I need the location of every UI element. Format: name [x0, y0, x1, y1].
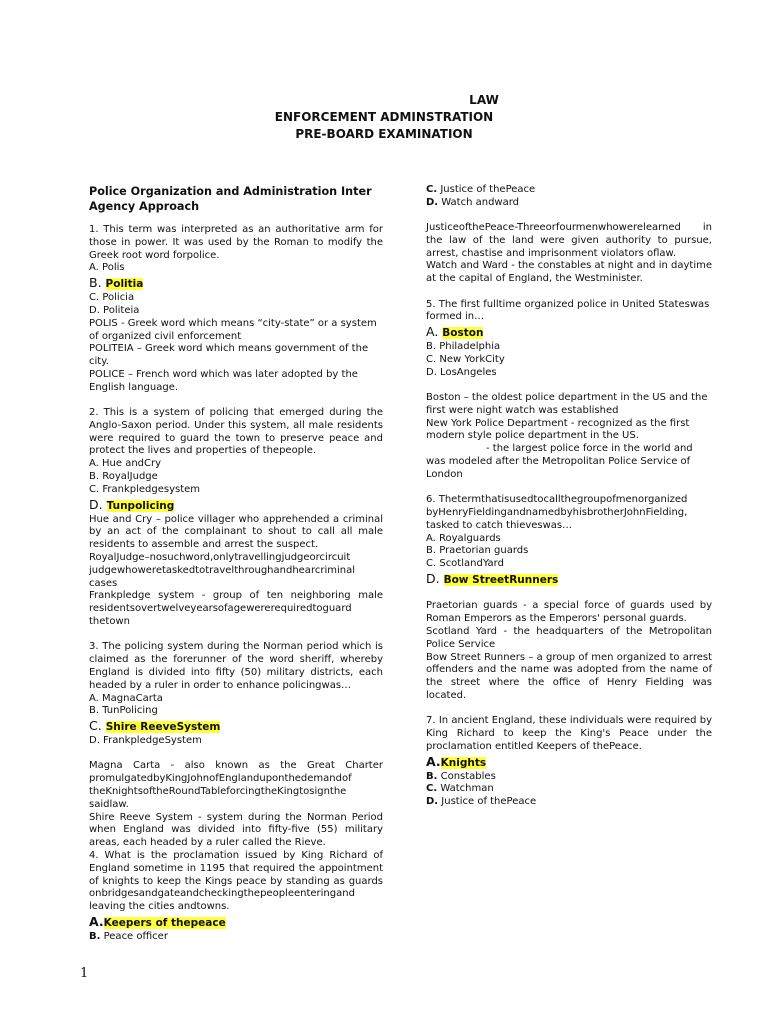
explanation: JusticeofthePeace-Threeorfourmenwhowerelearned in the law of the land were given authority to pursue, arrest, chastise and imprisonment violators oflaw. [426, 222, 712, 259]
question-7 [426, 715, 712, 809]
section-title: Police Organization and Administration Inter Agency Approach [89, 185, 372, 213]
question-stem: 3. The policing system during the Norman period which is claimed as the forerunner of the word sheriff, whereby England is divided into fifty (50) military districts, each headed by a ruler in order to enhance policingwas… [89, 641, 383, 691]
explanation-text: - the largest police force in the world and was modeled after the Metropolitan Police Service of London [426, 443, 693, 480]
option-b [426, 771, 712, 784]
answer-option-a [426, 754, 712, 771]
option-b: B. Philadelphia [426, 341, 501, 353]
option-c: C. ScotlandYard [426, 558, 504, 570]
option-d [426, 796, 712, 809]
option-c: C. Policia [89, 292, 135, 304]
question-stem: 7. In ancient England, these individuals were required by King Richard to keep the King's Peace under the proclamation entitled Keepers of thePeace. [426, 715, 712, 752]
option-letter: A. [426, 753, 441, 769]
explanation: Watch and Ward - the constables at night and in daytime at the capital of England, the Westminister. [426, 260, 712, 285]
answer-highlight: Knights [440, 756, 487, 769]
explanation: POLIS - Greek word which means “city-state” or a system of organized civil enforcement [89, 317, 377, 342]
explanation: Scotland Yard - the headquarters of the Metropolitan Police Service [426, 626, 712, 650]
explanation: Shire Reeve System - system during the Norman Period when England was divided into fifty-five (55) military areas, each headed by a ruler called the Rieve. [89, 811, 383, 849]
option-text: Justice of thePeace [441, 796, 537, 808]
option-letter: B. [426, 770, 438, 782]
header-line-3: PRE-BOARD EXAMINATION [295, 127, 473, 141]
explanation: POLITEIA – Greek word which means government of the city. [89, 343, 369, 368]
answer-highlight: Tunpolicing [106, 499, 175, 512]
exam-header [0, 92, 768, 143]
option-d: D. LosAngeles [426, 366, 497, 378]
question-stem: 2. This is a system of policing that emerged during the Anglo-Saxon period. Under this system, all male residents were required to guard the town to preserve peace and protect the lives and properties of thepeople. [89, 407, 383, 457]
option-text: Justice of thePeace [440, 184, 536, 195]
option-text: Constables [440, 770, 496, 782]
answer-highlight: Keepers of thepeace [103, 916, 226, 929]
option-letter: A. [426, 324, 439, 340]
option-c [426, 184, 712, 197]
answer-highlight: Politia [105, 278, 144, 291]
option-letter: D. [426, 796, 439, 808]
answer-option-a [426, 324, 712, 341]
option-letter: D. [89, 496, 103, 512]
option-b [89, 931, 383, 944]
explanation: Hue and Cry – police villager who apprehended a criminal by an act of the complainant to shout to call all male residents to assemble and arrest the suspect. [89, 513, 383, 551]
option-a: A. Hue andCry [89, 458, 162, 470]
question-stem: 5. The first fulltime organized police in United Stateswas formed in… [426, 298, 710, 323]
explanation: Bow Street Runners – a group of men organized to arrest offenders and the name was adopted from the name of the street where the office of Henry Fielding was located. [426, 651, 712, 701]
question-stem: 1. This term was interpreted as an authoritative arm for those in power. It was used by the Roman to modify the Greek root word forpolice. [89, 224, 383, 261]
option-text: Peace officer [103, 930, 168, 942]
option-a: A. Royalguards [426, 532, 501, 544]
option-letter: C. [426, 783, 438, 795]
option-c: C. Frankpledgesystem [89, 483, 201, 495]
question-3 [89, 641, 383, 850]
option-b: B. Praetorian guards [426, 545, 529, 557]
header-line-2: ENFORCEMENT ADMINSTRATION [274, 110, 494, 124]
answer-option-d [89, 497, 383, 514]
question-stem: 4. What is the proclamation issued by King Richard of England sometime in 1195 that required the appointment of knights to keep the Kings peace by standing as guards onbridgesandgateandcheckingthepeopleenteringand leaving the cities andtowns. [89, 849, 383, 913]
question-2 [89, 407, 383, 629]
answer-option-c [89, 718, 383, 735]
left-column [89, 184, 383, 944]
option-a: A. MagnaCarta [89, 692, 163, 704]
option-b: B. TunPolicing [89, 705, 158, 717]
option-d [426, 197, 712, 210]
option-letter: D. [426, 570, 440, 586]
answer-option-a [89, 914, 383, 931]
option-letter: B. [89, 930, 101, 942]
answer-highlight: Shire ReeveSystem [105, 721, 221, 734]
question-stem: 6. Thetermthatisusedtocallthegroupofmenorganized byHenryFieldingandnamedbyhisbrotherJohnFielding, tasked to catch thieveswas… [426, 494, 688, 531]
option-a: A. Polis [89, 262, 125, 274]
explanation: POLICE – French word which was later adopted by the English language. [89, 368, 358, 393]
question-4-continued [426, 184, 712, 286]
option-b: B. RoyalJudge [89, 471, 158, 483]
question-6 [426, 494, 712, 703]
answer-option-b [89, 275, 383, 292]
explanation: RoyalJudge–nosuchword,onlytravellingjudgeorcircuit judgewhoweretaskedtotravelthroughandhearcriminal cases [89, 552, 355, 589]
option-letter: C. [426, 184, 438, 195]
option-letter: C. [89, 718, 102, 734]
option-letter: B. [89, 275, 102, 291]
question-1 [89, 224, 383, 395]
option-text: Watch andward [441, 196, 520, 208]
answer-option-d [426, 571, 712, 588]
explanation: Magna Carta - also known as the Great Charter promulgatedbyKingJohnofEnglanduponthedemandof theKnightsoftheRoundTableforcingtheKingtosignthe saidlaw. [89, 760, 383, 810]
explanation [426, 443, 712, 481]
explanation: Praetorian guards - a special force of guards used by Roman Emperors as the Emperors' personal guards. [426, 600, 712, 625]
answer-highlight: Bow StreetRunners [443, 573, 559, 586]
option-text: Watchman [440, 783, 494, 795]
option-c: C. New YorkCity [426, 353, 505, 365]
answer-highlight: Boston [442, 327, 484, 340]
option-letter: A. [89, 913, 104, 929]
option-letter: D. [426, 196, 439, 208]
option-c [426, 783, 712, 796]
option-d: D. Politeia [89, 304, 140, 316]
right-column [426, 184, 712, 809]
page-number: 1 [80, 966, 89, 981]
question-5 [426, 299, 712, 482]
explanation: Boston – the oldest police department in the US and the first were night watch was established [426, 392, 708, 416]
header-line-1: LAW [469, 93, 499, 107]
option-d: D. FrankpledgeSystem [89, 735, 202, 747]
question-4 [89, 850, 383, 944]
explanation: Frankpledge system - group of ten neighboring male residentsovertwelveyearsofagewererequiredtoguard thetown [89, 590, 383, 628]
explanation: New York Police Department - recognized as the first modern style police department in the US. [426, 417, 690, 442]
